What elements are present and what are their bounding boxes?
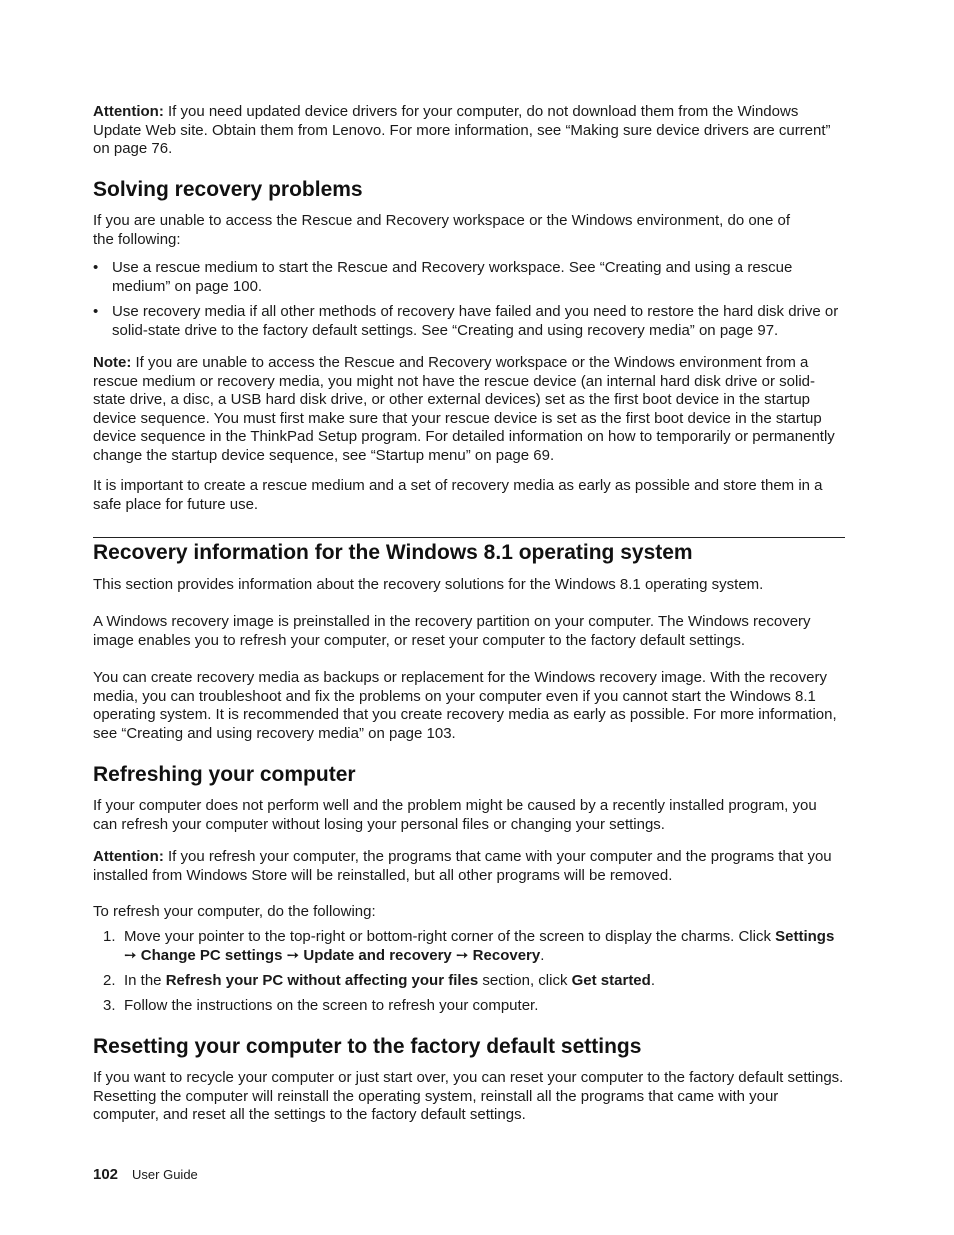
refreshing-intro: If your computer does not perform well and the problem might be caused by a recently installed program, you can refresh your computer without losing your personal files or changing your settings. bbox=[93, 797, 817, 833]
solving-closing: It is important to create a rescue medium and a set of recovery media as early as possible and store them in a safe place for future use. bbox=[93, 477, 823, 513]
page-number: 102 bbox=[93, 1166, 119, 1183]
heading-recovery-windows81: Recovery information for the Windows 8.1 operating system bbox=[93, 541, 693, 564]
refresh-lead: To refresh your computer, do the following: bbox=[93, 903, 376, 920]
bullet-text: Use recovery media if all other methods of recovery have failed and you need to restore the hard disk drive or solid-state drive to the factory default settings. See “Creating and using recovery media” on page 97. bbox=[112, 303, 839, 339]
list-item bbox=[93, 303, 845, 340]
attention-paragraph bbox=[93, 103, 845, 159]
resetting-p1: If you want to recycle your computer or just start over, you can reset your computer to the factory default settings. Resetting the computer will reinstall the operating system, reinstall all the programs that came with your computer, and reset all the settings to the factory default settings. bbox=[93, 1069, 844, 1123]
arrow-icon: ➙ bbox=[286, 946, 300, 964]
bullet-marker: • bbox=[93, 303, 99, 320]
page-footer bbox=[93, 1166, 198, 1184]
attention-text: If you need updated device drivers for your computer, do not download them from the Windows Update Web site. Obtain them from Lenovo. For more information, see “Making sure device drivers are current” on page 76. bbox=[93, 103, 831, 157]
refresh-attention-paragraph bbox=[93, 848, 845, 885]
menu-path-update-recovery: Update and recovery bbox=[303, 946, 452, 964]
heading-solving-recovery: Solving recovery problems bbox=[93, 178, 363, 201]
menu-path-recovery: Recovery bbox=[472, 946, 541, 964]
section-divider bbox=[93, 537, 845, 538]
heading-refreshing: Refreshing your computer bbox=[93, 763, 356, 786]
step-item-3 bbox=[93, 997, 845, 1016]
recovery81-p1: This section provides information about the recovery solutions for the Windows 8.1 operating system. bbox=[93, 576, 764, 593]
step-text: Follow the instructions on the screen to refresh your computer. bbox=[124, 997, 539, 1014]
section-name-refresh: Refresh your PC without affecting your files bbox=[165, 972, 479, 989]
attention-label: Attention: bbox=[93, 848, 164, 865]
note-text: If you are unable to access the Rescue and Recovery workspace or the Windows environment from a rescue medium or recovery media, you might not have the rescue device (an internal hard disk drive or solid-state drive, a disc, a USB hard disk drive, or other external devices) set as the first boot device in the startup device sequence. You must first make sure that your rescue device is set as the first boot device in the startup device sequence in the ThinkPad Setup program. For detailed information on how to temporarily or permanently change the startup device sequence, see “Startup menu” on page 69. bbox=[93, 354, 835, 464]
note-paragraph bbox=[93, 354, 845, 465]
step-text: In the Refresh your PC without affecting your files section, click Get started. bbox=[124, 972, 655, 989]
heading-resetting: Resetting your computer to the factory default settings bbox=[93, 1035, 642, 1058]
get-started-label: Get started bbox=[571, 972, 651, 989]
solving-intro: If you are unable to access the Rescue and Recovery workspace or the Windows environment, do one of the following: bbox=[93, 212, 791, 248]
attention-label: Attention: bbox=[93, 103, 164, 120]
step-number: 3. bbox=[103, 997, 116, 1014]
arrow-icon: ➙ bbox=[455, 946, 469, 964]
bullet-text: Use a rescue medium to start the Rescue and Recovery workspace. See “Creating and using a rescue medium” on page 100. bbox=[112, 259, 793, 295]
guide-title: User Guide bbox=[132, 1167, 198, 1182]
step-item-2 bbox=[93, 972, 845, 991]
menu-path-change-pc-settings: Change PC settings bbox=[140, 946, 283, 964]
arrow-icon: ➙ bbox=[124, 946, 137, 964]
menu-path-settings: Settings bbox=[775, 928, 835, 945]
step-number: 1. bbox=[103, 928, 116, 945]
step-number: 2. bbox=[103, 972, 116, 989]
recovery81-p2: A Windows recovery image is preinstalled in the recovery partition on your computer. The Windows recovery image enables you to refresh your computer, or reset your computer to the factory default settings. bbox=[93, 613, 811, 649]
attention-text: If you refresh your computer, the programs that came with your computer and the programs that you installed from Windows Store will be reinstalled, but all other programs will be removed. bbox=[93, 848, 832, 884]
note-label: Note: bbox=[93, 354, 132, 371]
step-item-1 bbox=[93, 928, 845, 965]
step-text: Move your pointer to the top-right or bottom-right corner of the screen to display the charms. Click Settings ➙ Change PC settings ➙ Update and recovery ➙ Recovery. bbox=[124, 928, 835, 964]
bullet-marker: • bbox=[93, 259, 99, 276]
list-item bbox=[93, 259, 845, 296]
recovery81-p3: You can create recovery media as backups or replacement for the Windows recovery image. With the recovery media, you can troubleshoot and fix the problems on your computer even if you cannot start the Windows 8.1 operating system. It is recommended that you create recovery media as early as possible. For more information, see “Creating and using recovery media” on page 103. bbox=[93, 669, 837, 742]
